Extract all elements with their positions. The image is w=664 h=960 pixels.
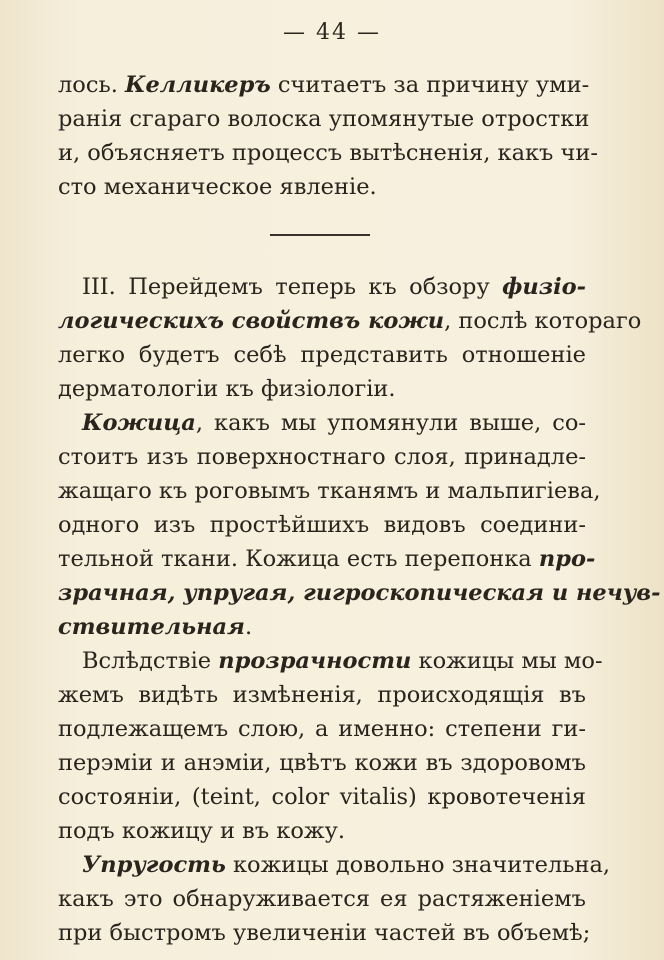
text-run: состояніи, (teint, color vitalis) кровотеченія [58, 784, 586, 810]
italic-term: Упругость [82, 852, 226, 878]
section-divider [270, 234, 370, 236]
text-line [58, 102, 590, 136]
text-run: . [244, 614, 253, 640]
text-run: Вслѣдствіе [82, 648, 219, 674]
text-line [58, 916, 591, 950]
italic-term: логическихъ свойствъ кожи [58, 308, 445, 334]
text-run: жащаго къ роговымъ тканямъ и мальпигіева, [58, 478, 601, 504]
text-run: кожицы мы мо- [411, 648, 603, 674]
text-run: , послѣ котораго [444, 308, 642, 334]
text-run: лось. [58, 72, 125, 98]
italic-term: про- [538, 546, 596, 572]
text-line [58, 610, 586, 644]
text-run: кожицы довольно значительна, [225, 852, 611, 878]
text-line [58, 372, 586, 406]
text-run: какъ это обнаруживается ея растяженіемъ [58, 886, 586, 912]
text-line [58, 68, 590, 102]
page-number: — 44 — [283, 20, 381, 45]
text-run: ранія сгараго волоска упомянутые отростки [58, 106, 590, 132]
text-line [58, 136, 598, 170]
text-line [58, 338, 586, 372]
text-run: и, объясняетъ процессъ вытѣсненія, какъ чи- [58, 140, 598, 166]
text-run: стоитъ изъ поверхностнаго слоя, принадле- [58, 444, 586, 470]
text-line [58, 576, 661, 610]
text-line [58, 270, 586, 304]
text-line [58, 814, 586, 848]
text-line [58, 508, 586, 542]
text-line [58, 304, 642, 338]
text-run: дерматологіи къ физіологіи. [58, 376, 396, 402]
text-run: сто механическое явленіе. [58, 174, 377, 200]
text-run: , какъ мы упомянули выше, со- [195, 410, 586, 436]
italic-term: зрачная, упругая, гигроскопическая и нечув- [58, 580, 661, 606]
italic-term: прозрачности [218, 648, 412, 674]
text-line [58, 780, 586, 814]
text-line [58, 678, 586, 712]
italic-term: Кожица [82, 410, 196, 436]
text-line [58, 746, 586, 780]
text-run: жемъ видѣть измѣненія, происходящія въ [58, 682, 586, 708]
text-run: подлежащемъ слою, а именно: степени ги- [58, 716, 586, 742]
italic-term: Келликеръ [125, 72, 271, 98]
text-run: подъ кожицу и въ кожу. [58, 818, 346, 844]
text-line [58, 848, 611, 882]
italic-term: физіо- [502, 274, 586, 300]
text-line [58, 644, 603, 678]
text-line [58, 406, 586, 440]
text-line [58, 882, 586, 916]
text-line [58, 712, 586, 746]
text-run: тельной ткани. Кожица есть перепонка [58, 546, 539, 572]
text-run: при быстромъ увеличеніи частей въ объемѣ; [58, 920, 591, 946]
text-run: одного изъ простѣйшихъ видовъ соедини- [58, 512, 586, 538]
italic-term: ствительная [58, 614, 245, 640]
text-line [58, 440, 586, 474]
text-line [58, 474, 601, 508]
text-run: перэміи и анэміи, цвѣтъ кожи въ здоровомъ [58, 750, 586, 776]
text-line [58, 170, 586, 204]
text-block-section-three [58, 270, 661, 950]
text-run: легко будетъ себѣ представить отношеніе [58, 342, 586, 368]
text-block-continued-paragraph [58, 68, 598, 204]
text-line [58, 542, 596, 576]
text-run: III. Перейдемъ теперь къ обзору [82, 274, 503, 300]
text-run: считаетъ за причину уми- [270, 72, 590, 98]
